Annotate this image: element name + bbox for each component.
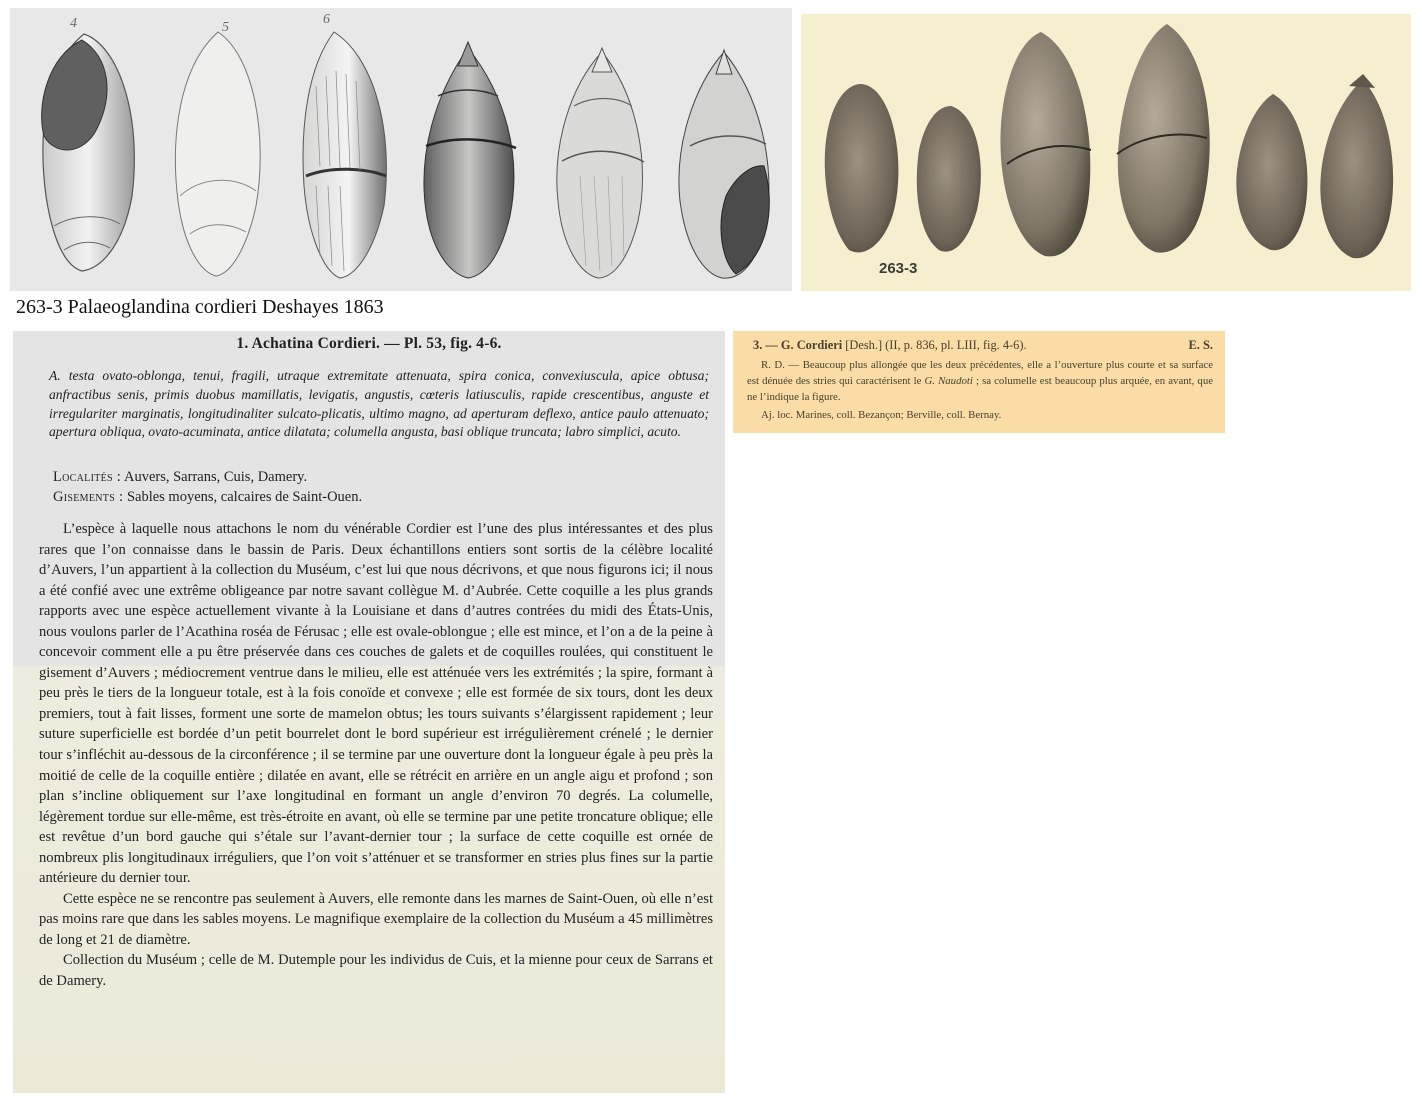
photographic-plate xyxy=(801,14,1411,291)
cossmann-heading-tag: E. S. xyxy=(1188,338,1213,352)
cossmann-localities: Aj. loc. Marines, coll. Bezançon; Berville, coll. Bernay. xyxy=(761,409,1002,421)
figure-number-4: 4 xyxy=(70,16,77,31)
gisements-line xyxy=(53,489,362,506)
shell-drawing-aperture-view xyxy=(24,26,144,276)
fossil-shell-photos xyxy=(801,14,1411,291)
cossmann-heading-name: G. Cordieri xyxy=(780,338,843,352)
shell-drawing-ribbed-view xyxy=(286,26,406,281)
description-body xyxy=(39,519,713,992)
figure-number-6: 6 xyxy=(323,12,330,27)
description-paragraph-3: Collection du Muséum ; celle de M. Dutemple pour les individus de Cuis, et la mienne pour ceux de Sarrans et de Damery. xyxy=(39,952,713,990)
cossmann-heading-reference: [Desh.] (II, p. 836, pl. LIII, fig. 4-6). xyxy=(845,338,1027,352)
cossmann-remarks-part-2: ; sa columelle est beaucoup plus arquée, en avant, que ne l’indique la figure. xyxy=(747,375,1214,403)
deshayes-text-scan xyxy=(13,331,725,1093)
cossmann-remarks-species: G. Naudoti xyxy=(924,375,973,387)
shell-drawing-side-view xyxy=(540,26,660,281)
shell-drawing-aperture-dark xyxy=(666,26,786,281)
figure-caption: 263-3 Palaeoglandina cordieri Deshayes 1863 xyxy=(16,296,384,318)
localites-value: Auvers, Sarrans, Cuis, Damery. xyxy=(123,469,308,485)
gisements-label: Gisements : xyxy=(53,489,124,505)
cossmann-text-scan xyxy=(733,331,1225,433)
localites-label: Localités : xyxy=(53,469,122,485)
description-paragraph-2: Cette espèce ne se rencontre pas seulement à Auvers, elle remonte dans les marnes de Saint-Ouen, où elle n’est pas moins rare que dans les sables moyens. Le magnifique exemplaire de la collection du Muséum a 45 millimètres de long et 21 de diamètre. xyxy=(39,890,713,948)
cossmann-remarks xyxy=(747,357,1213,405)
cossmann-heading-number: 3. — xyxy=(753,338,778,352)
engraved-plate xyxy=(10,8,792,291)
cossmann-heading xyxy=(753,338,1213,353)
gisements-value: Sables moyens, calcaires de Saint-Ouen. xyxy=(126,489,363,505)
cossmann-remarks-part-1: R. D. — Beaucoup plus allongée que les deux précédentes, elle a l’ouverture plus courte et sa surface est dénuée des stries qui caractérisent le xyxy=(747,359,1213,387)
shell-drawing-dorsal-view xyxy=(410,26,530,281)
plate-label: 263-3 xyxy=(879,260,918,277)
localites-line xyxy=(53,469,307,486)
shell-drawing-back-view xyxy=(156,26,276,281)
description-paragraph-1: L’espèce à laquelle nous attachons le nom du vénérable Cordier est l’une des plus intéressantes et des plus rares que l’on connaisse dans le bassin de Paris. Deux échantillons entiers sont sortis de la célèbre localité d’Auvers, l’un appartient à la collection du Muséum, c’est lui que nous décrivons, et que nous figurons ici; il nous a été confié avec une extrême obligeance par notre savant collègue M. d’Aubrée. Cette coquille a les plus grands rapports avec une espèce actuellement vivante à la Louisiane et dans d’autres contrées du midi des États-Unis, nous voulons parler de l’Acathina roséa de Férusac ; elle est ovale-oblongue ; elle est mince, et l’on a de la peine à concevoir comment elle a pu être préservée dans ces couches de galets et de coquilles roulées, qui constituent le gisement d’Auvers ; médiocrement ventrue dans le milieu, elle est atténuée vers les extrémités ; la spire, formant à peu près le tiers de la longueur totale, est à la fois conoïde et convexe ; elle est formée de six tours, dont les deux premiers, tout à fait lisses, forment une sorte de mamelon obtus; les tours suivants s’élargissent rapidement ; leur suture superficielle est bordée d’un petit bourrelet dont le bord supérieur est irrégulièrement crénelé ; le dernier tour s’infléchit au-dessous de la circonférence ; il se termine par une ouverture dont la longueur égale à peu près la moitié de celle de la coquille entière ; dilatée en avant, elle se rétrécit en arrière en un angle aigu et profond ; son plan s’incline obliquement sur l’axe longitudinal en formant un angle d’environ 70 degrés. La columelle, légèrement tordue sur elle-même, est très-étroite en avant, où elle se termine par une petite troncature oblique; elle est revêtue d’un bord gauche qui s’étale sur l’avant-dernier tour ; la surface de cette coquille est ornée de nombreux plis longitudinaux irréguliers, que l’on voit s’atténuer et se transformer en stries plus fines sur la partie antérieure du dernier tour. xyxy=(39,521,713,887)
species-heading: 1. Achatina Cordieri. — Pl. 53, fig. 4-6. xyxy=(236,335,502,352)
figure-number-5: 5 xyxy=(222,20,229,35)
latin-diagnosis: A. testa ovato-oblonga, tenui, fragili, utraque extremitate attenuata, spira conica, convexiuscula, apice obtusa; anfractibus senis, primis duobus mamillatis, levigatis, angustis, cœteris latiusculis, rapide crescentibus, anguste et irregulariter marginatis, longitudinaliter sulcato-plicatis, ultimo magno, ad aperturam deflexo, antice paulo attenuato; apertura obliqua, ovato-acuminata, antice dilatata; columella angusta, basi oblique truncata; labro simplici, acuto. xyxy=(49,368,709,440)
